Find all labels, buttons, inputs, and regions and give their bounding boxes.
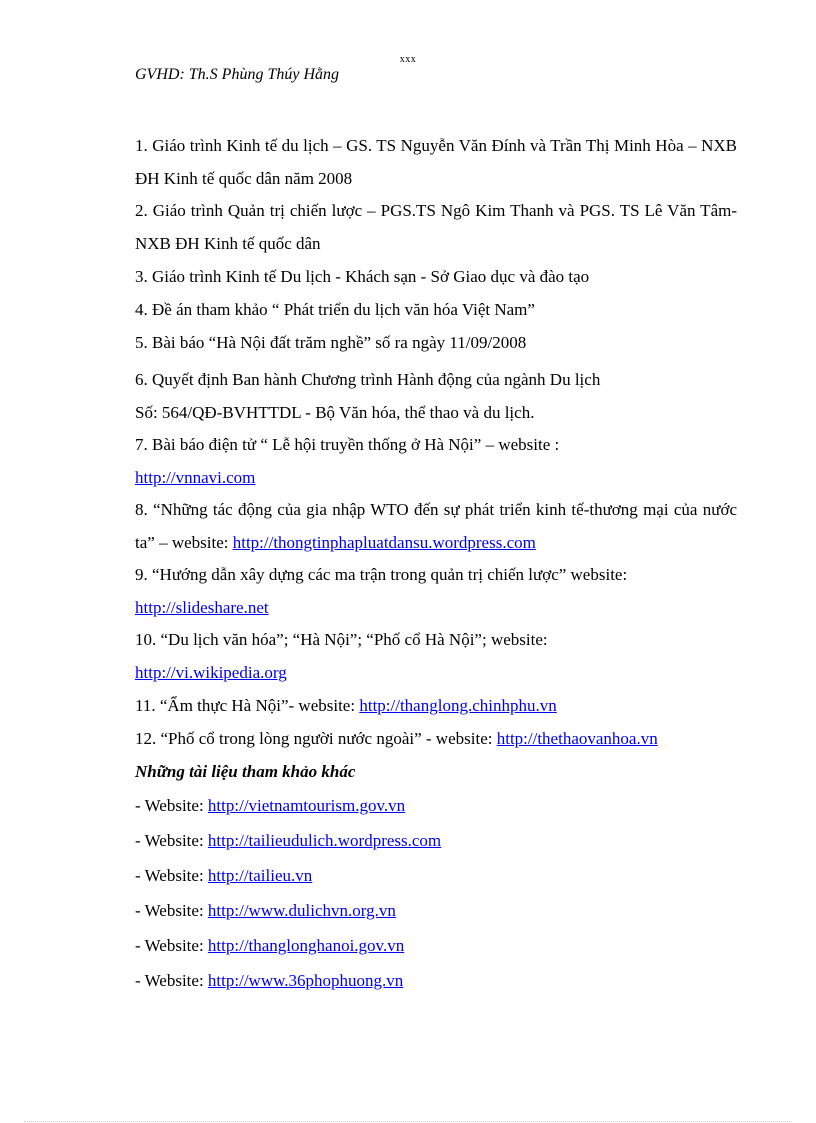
website-link[interactable]: http://tailieu.vn [207,866,313,885]
reference-7-text: 7. Bài báo điện tử “ Lễ hội truyền thống ở Hà Nội” – website : [135,435,560,454]
reference-12 [135,722,737,755]
reference-12-text: 12. “Phố cổ trong lòng người nước ngoài” - website: [135,729,493,748]
reference-2: 2. Giáo trình Quản trị chiến lược – PGS.TS Ngô Kim Thanh và PGS. TS Lê Văn Tâm-NXB ĐH Kinh tế quốc dân [135,201,737,253]
reference-10-text: 10. “Du lịch văn hóa”; “Hà Nội”; “Phố cổ Hà Nội”; website: [135,630,548,649]
reference-4: 4. Đề án tham khảo “ Phát triển du lịch văn hóa Việt Nam” [135,300,535,319]
website-link[interactable]: http://www.36phophuong.vn [207,971,404,990]
website-item [135,858,737,893]
reference-3: 3. Giáo trình Kinh tế Du lịch - Khách sạn - Sở Giao dục và đào tạo [135,267,590,286]
reference-7 [135,429,737,494]
reference-6-line-2: Số: 564/QĐ-BVHTTDL - Bộ Văn hóa, thể thao và du lịch. [135,403,535,422]
reference-11-text: 11. “Ẩm thực Hà Nội”- website: [135,696,356,715]
website-link[interactable]: http://vietnamtourism.gov.vn [207,796,406,815]
reference-9 [135,559,737,624]
website-item [135,963,737,998]
website-prefix: - Website: [135,971,204,990]
website-prefix: - Website: [135,866,204,885]
reference-12-link[interactable]: http://thethaovanhoa.vn [496,729,658,748]
website-link[interactable]: http://thanglonghanoi.gov.vn [207,936,405,955]
reference-8 [135,494,737,559]
reference-11-link[interactable]: http://thanglong.chinhphu.vn [359,696,557,715]
reference-5: 5. Bài báo “Hà Nội đất trăm nghề” số ra ngày 11/09/2008 [135,333,527,352]
reference-6 [135,363,737,429]
reference-10 [135,624,737,689]
references-list [135,130,737,998]
other-references-list [135,788,737,998]
other-references-heading: Những tài liệu tham khảo khác [135,762,356,781]
reference-9-link[interactable]: http://slideshare.net [135,597,269,617]
website-link[interactable]: http://tailieudulich.wordpress.com [207,831,442,850]
website-item [135,928,737,963]
reference-8-link[interactable]: http://thongtinphapluatdansu.wordpress.com [232,532,536,552]
website-item [135,823,737,858]
website-link[interactable]: http://www.dulichvn.org.vn [207,901,396,920]
page-bottom-rule [24,1121,792,1122]
advisor-header: GVHD: Th.S Phùng Thúy Hằng [135,66,339,83]
reference-7-link[interactable]: http://vnnavi.com [135,467,256,487]
reference-11 [135,689,737,722]
website-prefix: - Website: [135,901,204,920]
website-prefix: - Website: [135,831,204,850]
website-prefix: - Website: [135,796,204,815]
reference-10-link[interactable]: http://vi.wikipedia.org [135,662,287,682]
page-top-marker: xxx [399,54,417,65]
website-item [135,788,737,823]
reference-1: 1. Giáo trình Kinh tế du lịch – GS. TS Nguyễn Văn Đính và Trần Thị Minh Hòa – NXB ĐH Kinh tế quốc dân năm 2008 [135,136,737,188]
website-prefix: - Website: [135,936,204,955]
reference-6-line-1: 6. Quyết định Ban hành Chương trình Hành động của ngành Du lịch [135,370,601,389]
website-item [135,893,737,928]
reference-8-text: 8. “Những tác động của gia nhập WTO đến sự phát triển kinh tế-thương mại của nước ta” – website: [135,500,737,552]
reference-9-text: 9. “Hướng dẫn xây dựng các ma trận trong quản trị chiến lược” website: [135,565,628,584]
